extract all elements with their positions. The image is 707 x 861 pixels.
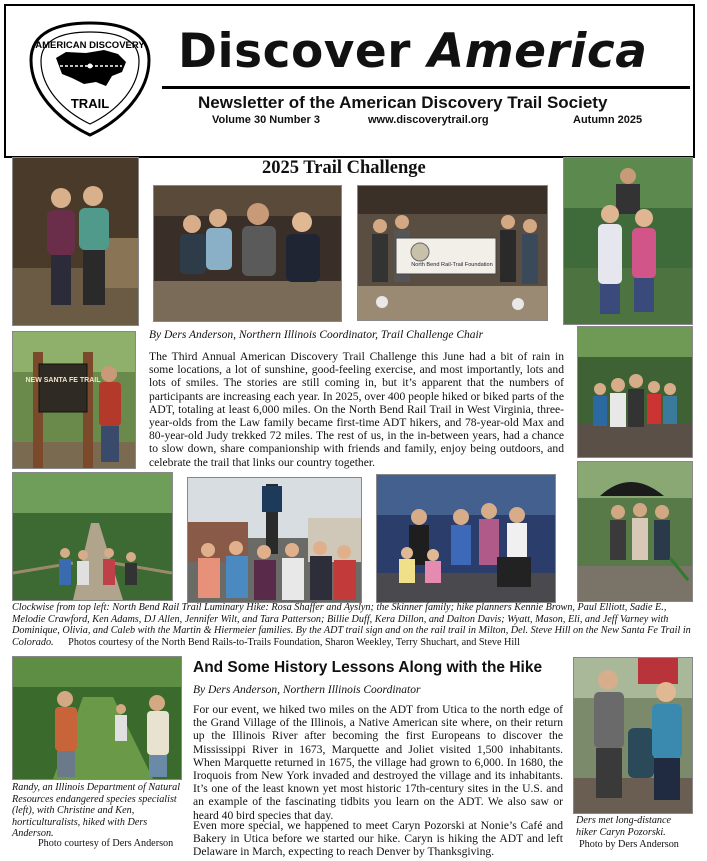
title-word-discover: Discover [178, 24, 411, 79]
photo-rosa-ayslyn [12, 157, 139, 326]
photo-billie-kera-dalton [563, 157, 693, 325]
history-byline: By Ders Anderson, Northern Illinois Coordinator [193, 684, 421, 696]
volume-number: Volume 30 Number 3 [212, 114, 320, 126]
newsletter-subtitle: Newsletter of the American Discovery Trail Society [198, 93, 608, 112]
photo-adt-trail-sign [187, 477, 362, 603]
sign-text: NEW SANTA FE TRAIL [25, 377, 101, 384]
banner-text: North Bend Rail-Trail Foundation [411, 262, 493, 268]
photo-captions [12, 602, 694, 648]
history-heading: And Some History Lessons Along with the Hike [193, 659, 543, 676]
challenge-body: The Third Annual American Discovery Trail Challenge this June had a bit of rain in some locations, a lot of sunshine, good-feeling exercise, and most importantly, lots and lots of smiles. The stories are still coming in, but it’s apparent that the numbers of participants are increasing each year. In 2025, over 400 people hiked or biked parts of the ADT, totaling at least 6,000 miles. On the North Bend Rail Trail in West Virginia, three-year-olds from the Law family became first-time ADT hikers, and 78-year-old Max and 80-year-old Judy trekked 72 miles. The rest of us, in the in-between years, had a chance to slow down, share companionship with friends and family, enjoy being outdoors, and celebrate the trail that links our country together. [149, 350, 564, 469]
challenge-caption-credit: Photos courtesy of the North Bend Rails-to-Trails Foundation, Sharon Weekley, Terry Shuchart, and Steve Hill [68, 636, 520, 648]
newsletter-title [178, 24, 648, 79]
logo-bottom-text: TRAIL [70, 96, 110, 111]
challenge-caption: Clockwise from top left: North Bend Rail Trail Luminary Hike: Rosa Shaffer and Ayslyn; the Skinner family; hike planners Kennie Brown, Paul Elliott, Sadie E., Melodie Crawford, Ken Adams, DJ Allen, Jennifer Wilt, and Tara Patterson; Billie Duff, Kera Dillon, and Dalton Davis; Wyatt, Mason, Eli, and Jeff Varney with Dominique, Olivia, and Caleb with the Martin & Hiermeier families. By the ADT trail sign and on the rail trail in Milton, Del. Steve Hill on the New Santa Fe Trail in Colorado. [12, 602, 691, 648]
photo-varney-martin-families [577, 326, 693, 458]
photo-caryn-pozorski [573, 657, 693, 814]
photo-skinner-family [153, 185, 342, 322]
photo-randy-christine-ken [12, 656, 182, 780]
challenge-byline: By Ders Anderson, Northern Illinois Coordinator, Trail Challenge Chair [149, 329, 484, 341]
title-word-america: America [427, 24, 648, 79]
photo-rail-trail-milton [12, 472, 173, 601]
left-caption-credit: Photo courtesy of Ders Anderson [38, 838, 174, 849]
adt-logo [26, 20, 154, 138]
photo-hike-planners [357, 185, 548, 321]
photo-rain-umbrella [577, 461, 693, 602]
title-rule [162, 86, 690, 89]
history-body-1: For our event, we hiked two miles on the ADT from Utica to the north edge of the Grand Village of the Illinois, a Native American site where, on their return up the Illinois River after becoming the first Europeans to discover the Mississippi River in 1673, Marquette and Joliet visited 1,500 inhabitants. When Marquette returned in 1675, the village had grown to 6,000. In 1680, the Iroquois from New York invaded and destroyed the village and its inhabitants. It’s one of the least known yet most historic 17th-century sites in the U.S. and an example of the fascinating tidbits you learn on the ADT. We also saw or heard 40 bird species that day. [193, 703, 563, 822]
photo-night-group [376, 474, 556, 603]
right-caption-credit: Photo by Ders Anderson [579, 839, 679, 850]
left-caption-text: Randy, an Illinois Department of Natural Resources endangered species specialist (left), with Christine and Ken, horticulturalists, hiked with Ders Anderson. [12, 782, 181, 839]
issue-season: Autumn 2025 [573, 114, 643, 126]
photo-steve-hill-santa-fe [12, 331, 136, 469]
right-caption-text: Ders met long-distance hiker Caryn Pozorski. [576, 815, 672, 838]
history-body-2: Even more special, we happened to meet Caryn Pozorski at Nonie’s Café and Bakery in Utica before we started our hike. Caryn is hiking the ADT and left Delaware in March, expecting to reach Denver by Thanksgiving. [193, 819, 563, 859]
challenge-heading: 2025 Trail Challenge [262, 158, 426, 178]
logo-top-text: AMERICAN DISCOVERY [35, 40, 145, 51]
website-link[interactable]: www.discoverytrail.org [368, 114, 489, 126]
